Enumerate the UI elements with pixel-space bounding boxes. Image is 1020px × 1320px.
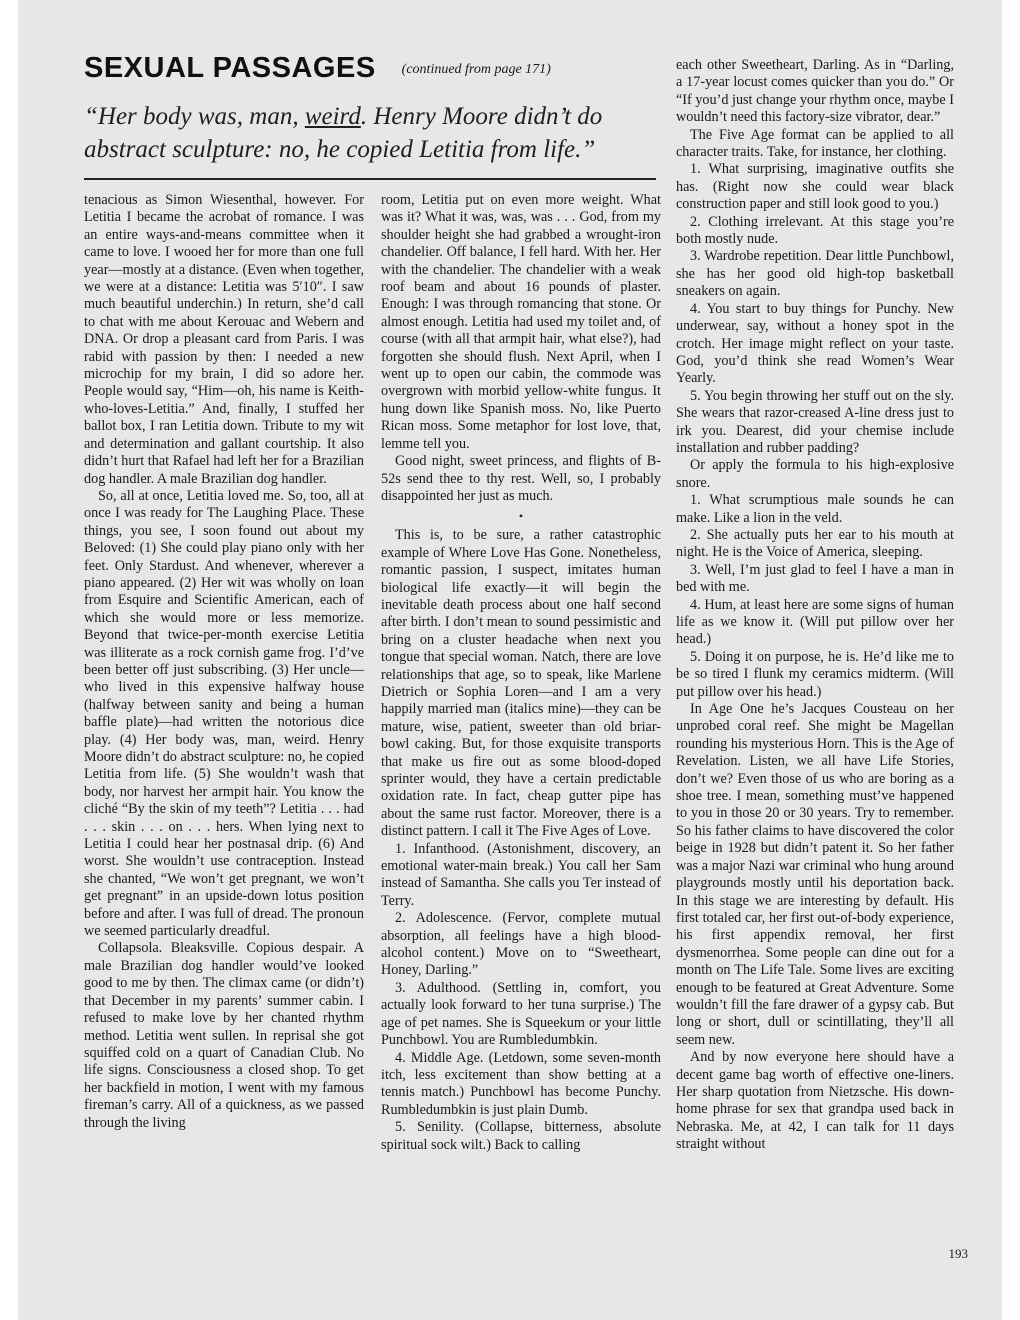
paragraph: Collapsola. Bleaksville. Copious despair. A male Brazilian dog handler would’ve looked good to me by then. The climax came (or didn’t) that December in my parents’ summer cabin. I refused to make love by her chanted rhythm method. Letitia went sullen. In reprisal she got squiffed cold on a quart of Canadian Club. No life signs. Consciousness a closed shop. To get her backfield in motion, I went with my famous fireman’s carry. All of a quickness, as we passed through the living	[84, 940, 364, 1131]
header-rule	[84, 178, 656, 180]
paragraph: Or apply the formula to his high-explosive snore.	[676, 457, 954, 491]
paragraph: 5. You begin throwing her stuff out on the sly. She wears that razor-creased A-line dress just to irk you. Dearest, did your chemise include installation and rubber padding?	[676, 387, 954, 456]
paragraph: tenacious as Simon Wiesenthal, however. For Letitia I became the acrobat of romance. I was an entire ways-and-means committee when it came to love. I wooed her for more than one full year—mostly at a distance. (Even when together, we were at a distance: Letitia was 5′10″. I saw much beautiful underchin.) In return, she’d call to chat with me about Kerouac and Webern and DNA. Or drop a pleasant card from Paris. I was rabid with passion by then: I needed a new microchip for my brain, I did so adore her. People would say, “Him—oh, his name is Keith-who-loves-Letitia.” And, finally, I stuffed her ballot box, I ran Letitia down. Tribute to my wit and determination and gallant courtship. It also didn’t hurt that Rafael had left her for a Brazilian dog handler. A male Brazilian dog handler.	[84, 192, 364, 487]
article-title: SEXUAL PASSAGES	[84, 52, 376, 84]
paragraph: 5. Senility. (Collapse, bitterness, absolute spiritual sock wilt.) Back to calling	[381, 1119, 661, 1153]
paragraph: 4. Hum, at least here are some signs of human life as we know it. (Will put pillow over her head.)	[676, 596, 954, 648]
page-number: 193	[948, 1246, 968, 1261]
paragraph: each other Sweetheart, Darling. As in “Darling, a 17-year locust comes quicker than you do.” Or “If you’d just change your rhythm once, maybe I wouldn’t need this factory-size vibrator, dear.”	[676, 57, 954, 126]
paragraph: 2. Adolescence. (Fervor, complete mutual absorption, all feelings have a high blood-alcohol content.) Move on to “Sweetheart, Honey, Darling.”	[381, 910, 661, 979]
paragraph: 3. Well, I’m just glad to feel I have a man in bed with me.	[676, 561, 954, 596]
pull-quote	[84, 100, 664, 166]
pull-quote-part2: . Henry Moore didn’t do abstract sculpture: no, he copied Letitia from life.”	[84, 103, 603, 163]
pull-quote-part1: “Her body was, man,	[84, 103, 305, 130]
paragraph: This is, to be sure, a rather catastrophic example of Where Love Has Gone. Nonetheless, romantic passion, I suspect, imitates human biological life exactly—it will begin the inevitable death process about one half second after birth. I don’t mean to sound pessimistic and bring on a cluster headache when next you tongue that special woman. Natch, there are love relationships that age, so to speak, like Marlene Dietrich or Sophia Loren—and I am a very happily married man (italics mine)—they can be mature, wise, patient, sweeter than old briar-bowl caking. But, for those exquisite transports that make us fire out as some blood-doped sprinter would, they have a certain predictable oxidation rate. In fact, cheap gutter pipe has about the same rust factor. Moreover, there is a distinct pattern. I call it The Five Ages of Love.	[381, 527, 661, 840]
paragraph: The Five Age format can be applied to all character traits. Take, for instance, her clothing.	[676, 126, 954, 161]
text-column-2	[381, 192, 661, 1154]
paragraph: 1. Infanthood. (Astonishment, discovery, an emotional water-main break.) You call her Sam instead of Samantha. She calls you Ter instead of Terry.	[381, 840, 661, 909]
paragraph: So, all at once, Letitia loved me. So, too, all at once I was ready for The Laughing Place. These things, you see, I soon found out about my Beloved: (1) She could play piano only with her feet. Only Stardust. And whenever, wherever a piano appeared. (2) Her wit was wholly on loan from Esquire and Scientific American, each of which she would more or less memorize. Beyond that twice-per-month exercise Letitia was illiterate as a rock cornish game frog. I’d’ve been better off just subscribing. (3) Her uncle—who lived in this expensive halfway house (halfway between sanity and being a human baffle plate)—had written the notorious dice play. (4) Her body was, man, weird. Henry Moore didn’t do abstract sculpture: no, he copied Letitia from life. (5) She wouldn’t wash that body, nor harvest her armpit hair. You know the cliché “By the skin of my teeth”? Letitia . . . had . . . skin . . . on . . . hers. When lying next to Letitia I could hear her postnasal drip. (6) And worst. She wouldn’t use contraception. Instead she chanted, “We won’t get pregnant, we won’t get pregnant” in an upside-down lotus position before and after. I was full of dread. The pronoun we seemed particularly dreadful.	[84, 487, 364, 940]
paragraph: 4. Middle Age. (Letdown, some seven-month itch, less excitement than show betting at a tennis match.) Punchbowl has become Punchy. Rumbledumbkin is just plain Dumb.	[381, 1049, 661, 1118]
paragraph: 5. Doing it on purpose, he is. He’d like me to be so tired I flunk my ceramics midterm. (Will put pillow over his head.)	[676, 648, 954, 700]
paragraph: 4. You start to buy things for Punchy. New underwear, say, without a honey spot in the crotch. Her image might reflect on your taste. God, you’d think she read Women’s Wear Yearly.	[676, 300, 954, 387]
paragraph: 1. What scrumptious male sounds he can make. Like a lion in the veld.	[676, 492, 954, 526]
pull-quote-underlined: weird	[304, 103, 361, 130]
paragraph: Good night, sweet princess, and flights of B-52s send thee to thy rest. Well, so, I probably disappointed her just as much.	[381, 453, 661, 504]
text-column-1	[84, 192, 364, 1132]
paragraph: room, Letitia put on even more weight. What was it? What it was, was, was . . . God, from my shoulder height she had grabbed a wrought-iron chandelier. Off balance, I fell hard. With her. Her with the chandelier. The chandelier with a weak roof beam and about 16 pounds of plaster. Enough: I was through romancing that stone. Or almost enough. Letitia had used my toilet and, of course (with all that armpit hair, what else?), had forgotten she should flush. Next April, when I went up to open our cabin, the commode was overgrown with morbid yellow-white fungus. It hung down like Spanish moss. No, like Puerto Rican moss. Some metaphor for lost love, that, lemme tell you.	[381, 192, 661, 452]
paragraph: In Age One he’s Jacques Cousteau on her unprobed coral reef. She might be Magellan rounding his mysterious Horn. This is the Age of Revelation. Listen, we all have Life Stories, don’t we? Even those of us who are boring as a shoe tree. I mean, something must’ve happened to you in those 20 or 30 years. Try to remember. So his father claims to have discovered the color beige in 1928 but didn’t patent it. So her father was a major Nazi war criminal who hung around playgrounds mostly until his deportation back. In this stage we are interesting by default. His first totaled car, her first out-of-body experience, his first appendix removal, her first dysmenorrhea. Some people can dine out for a month on The Life Tale. Some lives are exciting enough to be featured at Great Adventure. Some wouldn’t fill the fare drawer of a gypsy cab. But long or short, dull or scintillating, they’ll all seem new.	[676, 701, 954, 1048]
magazine-page	[18, 0, 1002, 1320]
text-column-3	[676, 57, 954, 1154]
paragraph: 3. Adulthood. (Settling in, comfort, you actually look forward to her tuna surprise.) The age of pet names. She is Squeekum or your little Punchbowl. You are Rumbledumbkin.	[381, 979, 661, 1049]
paragraph: And by now everyone here should have a decent game bag worth of effective one-liners. Her sharp quotation from Nietzsche. His down-home phrase for sex that grandpa used back in Nebraska. Me, at 42, I can talk for 11 days straight without	[676, 1049, 954, 1153]
paragraph: 2. Clothing irrelevant. At this stage you’re both mostly nude.	[676, 213, 954, 248]
paragraph: 1. What surprising, imaginative outfits she has. (Right now she could wear black construction paper and still look good to you.)	[676, 161, 954, 213]
continued-note: (continued from page 171)	[401, 62, 551, 77]
section-break-bullet: •	[518, 509, 524, 524]
paragraph: 3. Wardrobe repetition. Dear little Punchbowl, she has her good old high-top basketball sneakers on again.	[676, 248, 954, 300]
article-header	[84, 52, 656, 85]
paragraph: 2. She actually puts her ear to his mouth at night. He is the Voice of America, sleeping.	[676, 526, 954, 561]
